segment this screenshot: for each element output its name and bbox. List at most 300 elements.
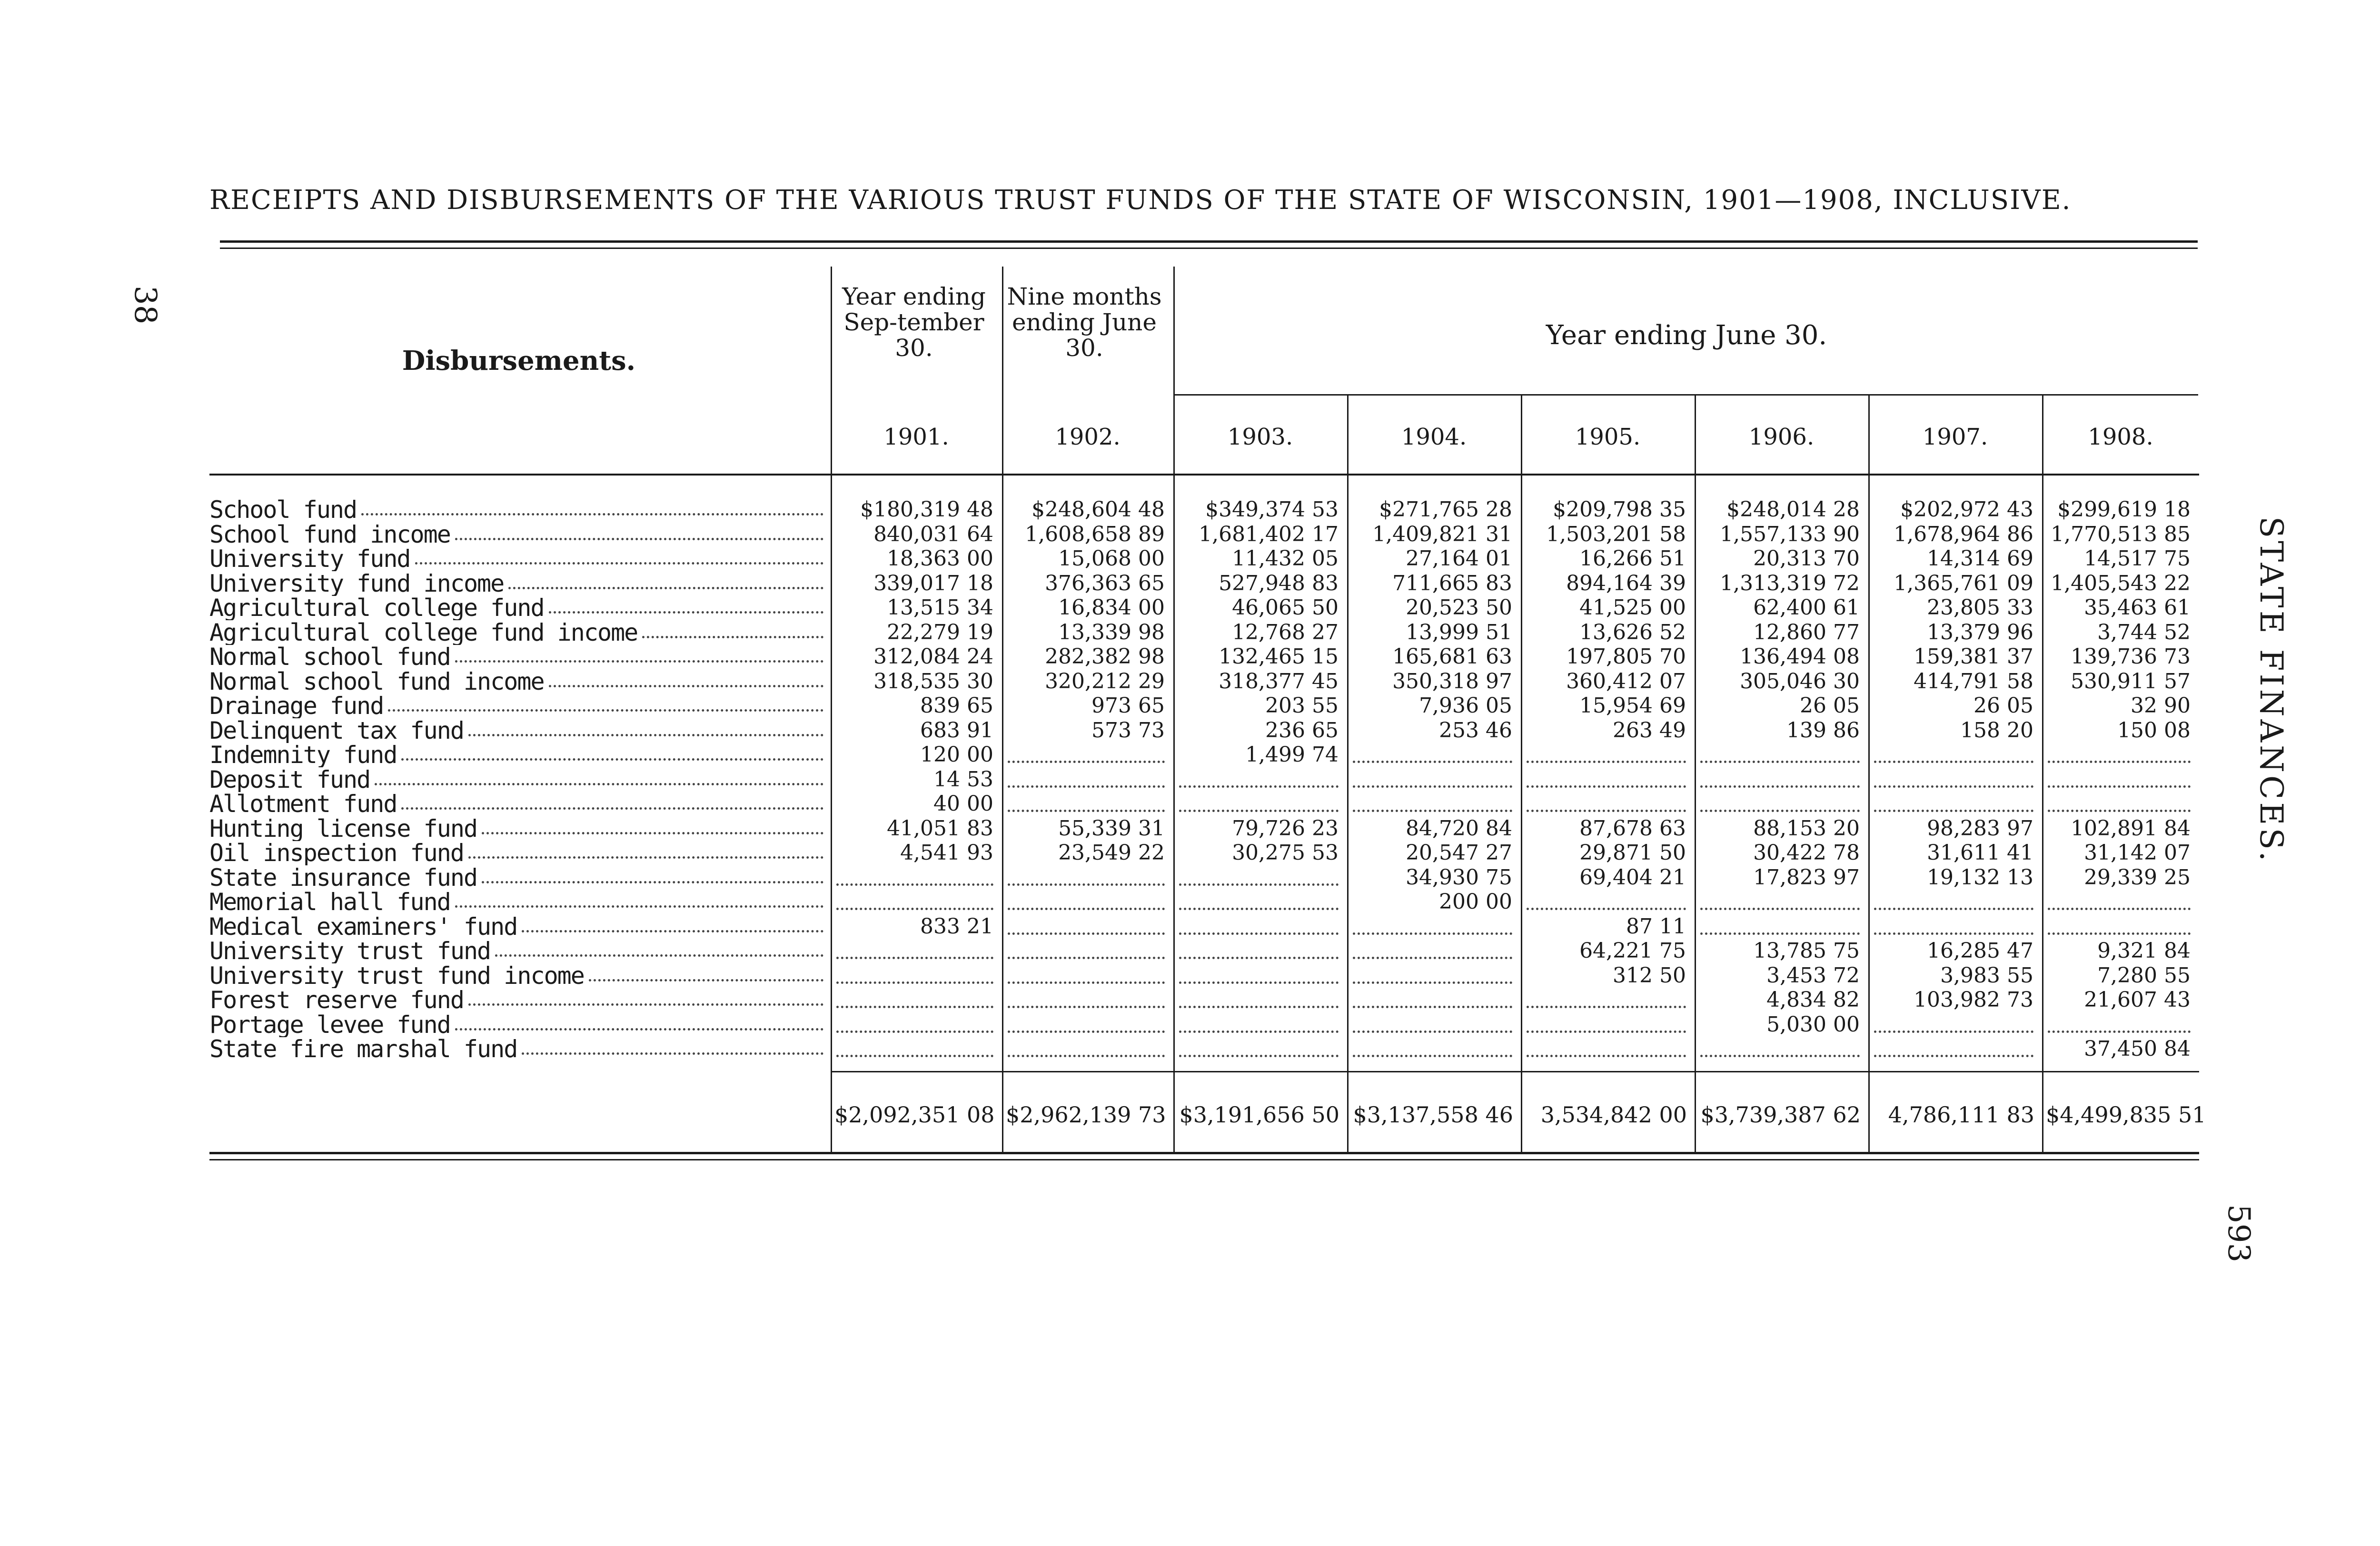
table-row <box>209 694 2199 718</box>
empty-cell <box>1008 963 1165 984</box>
empty-cell <box>1874 767 2033 788</box>
leader-dots <box>401 758 823 761</box>
row-label-text: Medical examiners' fund <box>209 914 517 939</box>
row-label <box>209 890 823 914</box>
total-cell: $3,739,387 62 <box>1700 1102 1861 1128</box>
row-label-text: Hunting license fund <box>209 816 477 841</box>
table-bottom-rule-2 <box>209 1159 2199 1160</box>
empty-cell <box>1527 743 1686 763</box>
empty-cell <box>1179 890 1339 910</box>
table-cell: 30,275 53 <box>1232 841 1339 865</box>
table-cell: 139,736 73 <box>2071 644 2191 669</box>
table-cell: 253 46 <box>1439 718 1512 743</box>
row-label <box>209 865 823 890</box>
table-cell: 894,164 39 <box>1566 571 1686 595</box>
table-cell: 55,339 31 <box>1058 816 1165 841</box>
table-cell: 3,983 55 <box>1940 963 2033 988</box>
total-cell: $3,191,656 50 <box>1179 1102 1339 1128</box>
title-rule-bottom <box>220 248 2198 249</box>
table-row <box>209 718 2199 743</box>
empty-cell <box>1874 1037 2033 1057</box>
row-label <box>209 1037 823 1061</box>
table-cell: $202,972 43 <box>1900 497 2033 522</box>
row-label-text: Oil inspection fund <box>209 841 464 865</box>
empty-cell <box>1700 767 1860 788</box>
table-row <box>209 816 2199 841</box>
row-label <box>209 522 823 547</box>
empty-cell <box>1179 963 1339 984</box>
year-header: 1904. <box>1401 424 1467 450</box>
table-row <box>209 890 2199 914</box>
empty-cell <box>836 865 993 886</box>
table-cell: 13,515 34 <box>887 595 993 620</box>
leader-dots <box>401 807 823 810</box>
empty-cell <box>1008 988 1165 1008</box>
table-cell: 15,954 69 <box>1579 694 1686 718</box>
table-cell: 236 65 <box>1265 718 1339 743</box>
table-cell: 573 73 <box>1091 718 1165 743</box>
empty-cell <box>2048 1012 2191 1033</box>
row-label <box>209 743 823 767</box>
empty-cell <box>1179 767 1339 788</box>
table-cell: 839 65 <box>920 694 993 718</box>
col-1902-header: Nine months ending June 30. <box>1007 283 1162 362</box>
empty-cell <box>1008 767 1165 788</box>
empty-cell <box>1527 792 1686 812</box>
table-cell: 13,999 51 <box>1406 620 1512 644</box>
table-cell: 318,377 45 <box>1219 669 1339 694</box>
row-label-text: Agricultural college fund <box>209 595 544 620</box>
table-row <box>209 865 2199 890</box>
table-cell: 69,404 21 <box>1579 865 1686 890</box>
empty-cell <box>836 1012 993 1033</box>
table-row <box>209 644 2199 669</box>
total-cell: 3,534,842 00 <box>1540 1102 1687 1128</box>
total-cell: $3,137,558 46 <box>1353 1102 1513 1128</box>
table-cell: 30,422 78 <box>1753 841 1860 865</box>
table-cell: 1,313,319 72 <box>1720 571 1860 595</box>
table-cell: 16,266 51 <box>1579 546 1686 571</box>
table-cell: 79,726 23 <box>1232 816 1339 841</box>
total-cell: $2,962,139 73 <box>1006 1102 1166 1128</box>
table-cell: 683 91 <box>920 718 993 743</box>
running-head: STATE FINANCES. <box>2253 516 2290 864</box>
table-cell: 13,626 52 <box>1579 620 1686 644</box>
leader-dots <box>468 1003 823 1006</box>
row-label <box>209 546 823 571</box>
empty-cell <box>1700 890 1860 910</box>
table-cell: 5,030 00 <box>1766 1012 1860 1037</box>
left-page-number: 38 <box>128 286 163 325</box>
row-label <box>209 792 823 816</box>
table-cell: 263 49 <box>1613 718 1686 743</box>
table-cell: 11,432 05 <box>1232 546 1339 571</box>
leader-dots <box>482 832 823 834</box>
leader-dots <box>522 1052 823 1055</box>
row-label-text: Delinquent tax fund <box>209 718 464 743</box>
table-cell: $349,374 53 <box>1205 497 1339 522</box>
table-cell: 103,982 73 <box>1914 988 2033 1012</box>
table-cell: 29,871 50 <box>1579 841 1686 865</box>
row-label <box>209 988 823 1012</box>
empty-cell <box>1353 743 1512 763</box>
table-row <box>209 522 2199 547</box>
table-cell: 840,031 64 <box>873 522 993 546</box>
table-cell: 312 50 <box>1613 963 1686 988</box>
empty-cell <box>1700 792 1860 812</box>
table-cell: 16,834 00 <box>1058 595 1165 620</box>
row-label <box>209 767 823 792</box>
table-row <box>209 669 2199 694</box>
table-cell: 88,153 20 <box>1753 816 1860 841</box>
table-cell: 9,321 84 <box>2097 939 2191 963</box>
row-label-text: Normal school fund <box>209 644 450 669</box>
row-label <box>209 963 823 988</box>
empty-cell <box>836 963 993 984</box>
leader-dots <box>455 660 823 663</box>
row-label <box>209 841 823 865</box>
leader-dots <box>495 954 823 957</box>
table-cell: $271,765 28 <box>1379 497 1512 522</box>
page-title: RECEIPTS AND DISBURSEMENTS OF THE VARIOUS TRUST FUNDS OF THE STATE OF WISCONSIN, 1901—1908, INCLUSIVE. <box>209 185 2072 216</box>
table-cell: 41,051 83 <box>887 816 993 841</box>
empty-cell <box>2048 890 2191 910</box>
empty-cell <box>836 1037 993 1057</box>
row-label-text: State fire marshal fund <box>209 1037 517 1061</box>
table-cell: 360,412 07 <box>1566 669 1686 694</box>
leader-dots <box>375 783 823 785</box>
table-cell: 29,339 25 <box>2084 865 2191 890</box>
table-cell: 22,279 19 <box>887 620 993 644</box>
row-label <box>209 644 823 669</box>
table-cell: 139 86 <box>1786 718 1860 743</box>
table-cell: 12,768 27 <box>1232 620 1339 644</box>
empty-cell <box>1008 1037 1165 1057</box>
table-cell: 132,465 15 <box>1219 644 1339 669</box>
row-label-text: University fund income <box>209 571 504 596</box>
table-cell: 21,607 43 <box>2084 988 2191 1012</box>
table-cell: 32 90 <box>2131 694 2191 718</box>
row-label <box>209 939 823 963</box>
table-cell: 87 11 <box>1626 914 1686 939</box>
empty-cell <box>1179 939 1339 959</box>
year-header: 1908. <box>2088 424 2153 450</box>
table-cell: $299,619 18 <box>2057 497 2191 522</box>
table-cell: 84,720 84 <box>1406 816 1512 841</box>
table-cell: 305,046 30 <box>1740 669 1860 694</box>
leader-dots <box>549 611 823 614</box>
empty-cell <box>1353 963 1512 984</box>
row-label <box>209 571 823 596</box>
empty-cell <box>1008 939 1165 959</box>
empty-cell <box>1700 1037 1860 1057</box>
table-cell: 4,541 93 <box>900 841 993 865</box>
empty-cell <box>2048 914 2191 935</box>
group-rule <box>1175 394 2198 396</box>
table-cell: 40 00 <box>933 792 993 816</box>
table-cell: 1,770,513 85 <box>2051 522 2191 546</box>
table-cell: 197,805 70 <box>1566 644 1686 669</box>
table-cell: 1,557,133 90 <box>1720 522 1860 546</box>
table-cell: 527,948 83 <box>1219 571 1339 595</box>
leader-dots <box>455 905 823 908</box>
empty-cell <box>1179 1037 1339 1057</box>
table-cell: 136,494 08 <box>1740 644 1860 669</box>
table-cell: 320,212 29 <box>1045 669 1165 694</box>
empty-cell <box>1008 792 1165 812</box>
table-cell: 1,678,964 86 <box>1894 522 2033 546</box>
table-cell: 102,891 84 <box>2071 816 2191 841</box>
group-header: Year ending June 30. <box>1546 320 1827 351</box>
row-label-text: Indemnity fund <box>209 743 397 767</box>
empty-cell <box>1874 1012 2033 1033</box>
empty-cell <box>2048 743 2191 763</box>
table-cell: 98,283 97 <box>1927 816 2033 841</box>
table-cell: 1,409,821 31 <box>1372 522 1512 546</box>
table-cell: 150 08 <box>2117 718 2191 743</box>
table-cell: 350,318 97 <box>1392 669 1512 694</box>
empty-cell <box>1353 988 1512 1008</box>
table-cell: 4,834 82 <box>1766 988 1860 1012</box>
table-cell: 318,535 30 <box>873 669 993 694</box>
table-row <box>209 914 2199 939</box>
leader-dots <box>388 709 823 712</box>
row-label <box>209 595 823 620</box>
year-header: 1901. <box>883 424 949 450</box>
empty-cell <box>836 939 993 959</box>
table-row <box>209 841 2199 865</box>
empty-cell <box>1527 1037 1686 1057</box>
table-cell: 18,363 00 <box>887 546 993 571</box>
table-cell: 13,785 75 <box>1753 939 1860 963</box>
table-cell: 530,911 57 <box>2071 669 2191 694</box>
empty-cell <box>1874 743 2033 763</box>
row-label-text: Memorial hall fund <box>209 890 450 914</box>
row-label-text: School fund income <box>209 522 450 547</box>
table-cell: $248,014 28 <box>1726 497 1860 522</box>
table-cell: 1,499 74 <box>1245 743 1339 767</box>
table-cell: 7,936 05 <box>1419 694 1512 718</box>
year-header: 1903. <box>1227 424 1293 450</box>
table-cell: 973 65 <box>1091 694 1165 718</box>
table-cell: 64,221 75 <box>1579 939 1686 963</box>
table-cell: 7,280 55 <box>2097 963 2191 988</box>
table-cell: 87,678 63 <box>1579 816 1686 841</box>
table-cell: 120 00 <box>920 743 993 767</box>
table-cell: 26 05 <box>1800 694 1860 718</box>
trust-funds-table <box>209 267 2206 1128</box>
empty-cell <box>1179 1012 1339 1033</box>
row-label-text: Forest reserve fund <box>209 988 464 1012</box>
table-cell: 34,930 75 <box>1406 865 1512 890</box>
year-header: 1905. <box>1575 424 1641 450</box>
leader-dots <box>455 538 823 540</box>
table-cell: 27,164 01 <box>1406 546 1512 571</box>
row-label <box>209 718 823 743</box>
empty-cell <box>1700 743 1860 763</box>
table-cell: 14 53 <box>933 767 993 792</box>
table-cell: 20,313 70 <box>1753 546 1860 571</box>
table-cell: 200 00 <box>1439 890 1512 914</box>
table-cell: 833 21 <box>920 914 993 939</box>
empty-cell <box>836 988 993 1008</box>
table-cell: 17,823 97 <box>1753 865 1860 890</box>
right-page-number: 593 <box>2221 1204 2256 1263</box>
empty-cell <box>1527 1012 1686 1033</box>
year-header: 1902. <box>1055 424 1121 450</box>
empty-cell <box>1008 865 1165 886</box>
table-row <box>209 1012 2199 1037</box>
table-cell: $209,798 35 <box>1553 497 1686 522</box>
table-row <box>209 743 2199 767</box>
table-cell: 19,132 13 <box>1927 865 2033 890</box>
table-row <box>209 620 2199 645</box>
table-cell: 41,525 00 <box>1579 595 1686 620</box>
table-cell: 1,608,658 89 <box>1025 522 1165 546</box>
row-label-text: University trust fund income <box>209 963 584 988</box>
table-cell: 1,365,761 09 <box>1894 571 2033 595</box>
table-cell: 1,405,543 22 <box>2051 571 2191 595</box>
year-header: 1907. <box>1922 424 1988 450</box>
table-cell: 282,382 98 <box>1045 644 1165 669</box>
empty-cell <box>1179 865 1339 886</box>
table-cell: 26 05 <box>1973 694 2033 718</box>
table-cell: 376,363 65 <box>1045 571 1165 595</box>
empty-cell <box>1353 1012 1512 1033</box>
table-cell: 3,744 52 <box>2097 620 2191 644</box>
empty-cell <box>1527 988 1686 1008</box>
table-cell: 1,503,201 58 <box>1546 522 1686 546</box>
empty-cell <box>1008 1012 1165 1033</box>
table-cell: 165,681 63 <box>1392 644 1512 669</box>
table-cell: 12,860 77 <box>1753 620 1860 644</box>
row-label-text: University fund <box>209 546 410 571</box>
table-cell: 23,549 22 <box>1058 841 1165 865</box>
row-label <box>209 914 823 939</box>
row-label-text: Agricultural college fund income <box>209 620 638 645</box>
row-label <box>209 1012 823 1037</box>
total-rule <box>831 1071 2199 1072</box>
table-cell: 13,379 96 <box>1927 620 2033 644</box>
leader-dots <box>549 685 823 687</box>
table-cell: 3,453 72 <box>1766 963 1860 988</box>
table-cell: 414,791 58 <box>1914 669 2033 694</box>
empty-cell <box>1527 767 1686 788</box>
total-cell: $4,499,835 51 <box>2046 1102 2206 1128</box>
total-cell: $2,092,351 08 <box>834 1102 995 1128</box>
year-header: 1906. <box>1748 424 1815 450</box>
empty-cell <box>1874 914 2033 935</box>
empty-cell <box>1008 743 1165 763</box>
row-label-text: Drainage fund <box>209 694 384 718</box>
table-row <box>209 1037 2199 1061</box>
table-cell: $248,604 48 <box>1031 497 1165 522</box>
empty-cell <box>1353 767 1512 788</box>
empty-cell <box>1353 792 1512 812</box>
empty-cell <box>1008 914 1165 935</box>
empty-cell <box>2048 792 2191 812</box>
table-cell: 62,400 61 <box>1753 595 1860 620</box>
table-cell: 31,142 07 <box>2084 841 2191 865</box>
row-label <box>209 497 823 522</box>
table-cell: 31,611 41 <box>1927 841 2033 865</box>
table-cell: 158 20 <box>1960 718 2033 743</box>
table-row <box>209 988 2199 1012</box>
table-cell: 35,463 61 <box>2084 595 2191 620</box>
table-row <box>209 546 2199 571</box>
table-cell: 20,523 50 <box>1406 595 1512 620</box>
leader-dots <box>415 562 823 565</box>
table-row <box>209 497 2199 522</box>
table-cell: 14,517 75 <box>2084 546 2191 571</box>
table-cell: 16,285 47 <box>1927 939 2033 963</box>
table-cell: $180,319 48 <box>860 497 993 522</box>
table-cell: 46,065 50 <box>1232 595 1339 620</box>
header-rule <box>209 474 2199 476</box>
empty-cell <box>1527 890 1686 910</box>
table-cell: 203 55 <box>1265 694 1339 718</box>
row-label <box>209 669 823 694</box>
row-label-text: School fund <box>209 497 357 522</box>
empty-cell <box>1179 792 1339 812</box>
table-row <box>209 767 2199 792</box>
table-row <box>209 571 2199 596</box>
leader-dots <box>455 1028 823 1031</box>
empty-cell <box>1179 988 1339 1008</box>
empty-cell <box>2048 767 2191 788</box>
leader-dots <box>361 513 823 515</box>
table-row <box>209 595 2199 620</box>
table-cell: 711,665 83 <box>1392 571 1512 595</box>
leader-dots <box>522 930 823 932</box>
row-label-text: Normal school fund income <box>209 669 544 694</box>
table-cell: 23,805 33 <box>1927 595 2033 620</box>
row-label <box>209 620 823 645</box>
row-label <box>209 816 823 841</box>
table-cell: 37,450 84 <box>2084 1037 2191 1061</box>
row-header-label: Disbursements. <box>402 345 636 377</box>
row-label-text: Deposit fund <box>209 767 370 792</box>
empty-cell <box>836 890 993 910</box>
empty-cell <box>1179 914 1339 935</box>
table-row <box>209 939 2199 963</box>
title-rule-top <box>220 240 2198 243</box>
table-cell: 159,381 37 <box>1914 644 2033 669</box>
leader-dots <box>508 587 823 589</box>
table-cell: 339,017 18 <box>873 571 993 595</box>
leader-dots <box>482 881 823 883</box>
empty-cell <box>1353 914 1512 935</box>
row-label-text: Allotment fund <box>209 792 397 816</box>
table-row <box>209 792 2199 816</box>
col-1901-header: Year ending Sep-tember 30. <box>842 283 986 362</box>
table-bottom-rule <box>209 1152 2199 1154</box>
table-cell: 14,314 69 <box>1927 546 2033 571</box>
empty-cell <box>1874 890 2033 910</box>
empty-cell <box>1353 939 1512 959</box>
row-label-text: State insurance fund <box>209 865 477 890</box>
table-cell: 20,547 27 <box>1406 841 1512 865</box>
table-cell: 13,339 98 <box>1058 620 1165 644</box>
empty-cell <box>1008 890 1165 910</box>
row-label-text: University trust fund <box>209 939 491 963</box>
total-cell: 4,786,111 83 <box>1888 1102 2034 1128</box>
leader-dots <box>642 636 823 638</box>
row-label <box>209 694 823 718</box>
table-cell: 312,084 24 <box>873 644 993 669</box>
empty-cell <box>1700 914 1860 935</box>
empty-cell <box>1353 1037 1512 1057</box>
